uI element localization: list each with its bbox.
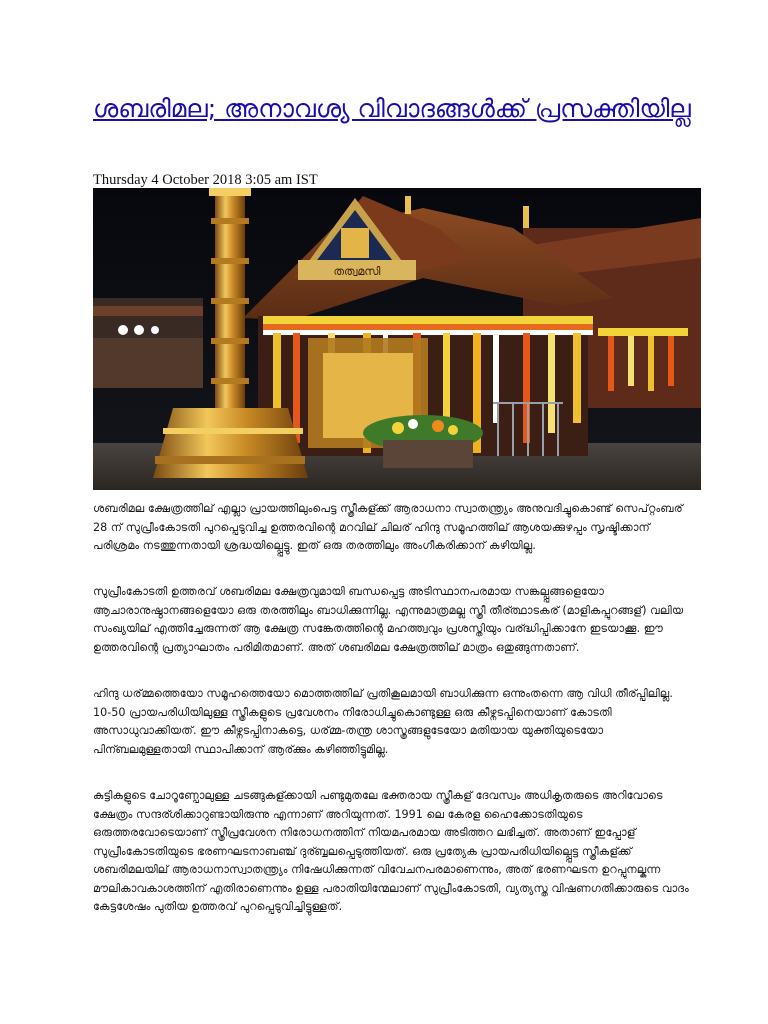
article-paragraph-4: കുട്ടികളുടെ ചോറൂണ്പോലുള്ള ചടങ്ങുകള്ക്കായി പണ്ടുമുതലേ ഭക്തരായ സ്ത്രീകള് ദേവസ്വം അധികൃതരുടെ അറിവോടെ ക്ഷേത്രം സന്ദര്ശിക്കാറുണ്ടായിരുന്നു എന്നാണ് അറിയുന്നത്. 1991 ലെ കേരള ഹൈക്കോടതിയുടെ ഒരുത്തരവോടെയാണ് സ്ത്രീപ്രവേശന നിരോധനത്തിന് നിയമപരമായ അടിത്തറ ലഭിച്ചത്. അതാണ് ഇപ്പോള് സുപ്രീംകോടതിയുടെ ഭരണഘടനാബഞ്ച് ദുര്ബ്ബലപ്പെടുത്തിയത്. ഒരു പ്രത്യേക പ്രായപരിധിയില്പ്പെട്ട സ്ത്രീകള്ക്ക് ശബരിമലയില് ആരാധനാസ്വാതന്ത്ര്യം നിഷേധിക്കുന്നത് വിവേചനപരമാണെന്നും, അത് ഭരണഘടന ഉറപ്പുനല്കുന്ന മൗലികാവകാശത്തിന് എതിരാണെന്നും ഉള്ള പരാതിയിന്മേലാണ് സുപ്രീംകോടതി, വ്യത്യസ്ത വിഷണഗതിക്കാരുടെ വാദം കേട്ടശേഷം പുതിയ ഉത്തരവ് പുറപ്പെടുവിച്ചിട്ടുള്ളത്.: [93, 789, 689, 913]
article-paragraph-2: സുപ്രീംകോടതി ഉത്തരവ് ശബരിമല ക്ഷേത്രവുമായി ബന്ധപ്പെട്ട അടിസ്ഥാനപരമായ സങ്കല്പ്പങ്ങളെയോ ആചാരാനുഷ്ഠാനങ്ങളെയോ ഒരു തരത്തിലും ബാധിക്കുന്നില്ല. എന്നുമാത്രമല്ല സ്ത്രീ തീര്ത്ഥാടകര് (മാളികപ്പുറങ്ങള്) വലിയ സംഖ്യയില് എത്തിച്ചേരുന്നത് ആ ക്ഷേത്ര സങ്കേതത്തിന്റെ മഹത്ത്വവും പ്രശസ്തിയും വര്ദ്ധിപ്പിക്കാനേ ഇടയാക്കൂ. ഈ ഉത്തരവിന്റെ പ്രത്യാഘാതം പരിമിതമാണ്. അത് ശബരിമല ക്ഷേത്രത്തില് മാത്രം ഒതുങ്ങുന്നതാണ്.: [93, 585, 684, 654]
temple-photo: [93, 188, 701, 490]
article-paragraph-3: ഹിന്ദു ധര്മ്മത്തെയോ സമൂഹത്തെയോ മൊത്തത്തില് പ്രതികൂലമായി ബാധിക്കുന്ന ഒന്നുംതന്നെ ആ വിധി തീര്പ്പിലില്ല. 10-50 പ്രായപരിധിയിലുള്ള സ്ത്രീകളുടെ പ്രവേശനം നിരോധിച്ചുകൊണ്ടുള്ള ഒരു കീഴ്നടപ്പിനെയാണ് കോടതി അസാധുവാക്കിയത്. ഈ കീഴ്നടപ്പിനാകട്ടെ, ധര്മ്മ-തന്ത്ര ശാസ്ത്രങ്ങളുടേയോ മതിയായ യുക്തിയുടെയോ പിന്ബലമുള്ളതായി സ്ഥാപിക്കാന് ആര്ക്കും കഴിഞ്ഞിട്ടുമില്ല.: [93, 687, 673, 756]
tatvamasi-sign: തത്വമസി: [333, 265, 381, 278]
article-headline-link[interactable]: ശബരിമല; അനാവശ്യ വിവാദങ്ങൾക്ക് പ്രസക്തിയില്ല: [93, 94, 691, 123]
article-paragraph-1: ശബരിമല ക്ഷേത്രത്തില് എല്ലാ പ്രായത്തിലുംപെട്ട സ്ത്രീകള്ക്ക് ആരാധനാ സ്വാതന്ത്ര്യം അനുവദിച്ചുകൊണ്ട് സെപ്റ്റംബര് 28 ന് സുപ്രീംകോടതി പുറപ്പെടുവിച്ച ഉത്തരവിന്റെ മറവില് ചിലര് ഹിന്ദു സമൂഹത്തില് ആശയക്കുഴപ്പം സൃഷ്ടിക്കാന് പരിശ്രമം നടത്തുന്നതായി ശ്രദ്ധയില്പ്പെട്ടു. ഇത് ഒരു തരത്തിലും അംഗീകരിക്കാന് കഴിയില്ല.: [93, 502, 683, 552]
article-dateline: Thursday 4 October 2018 3:05 am IST: [93, 172, 318, 188]
